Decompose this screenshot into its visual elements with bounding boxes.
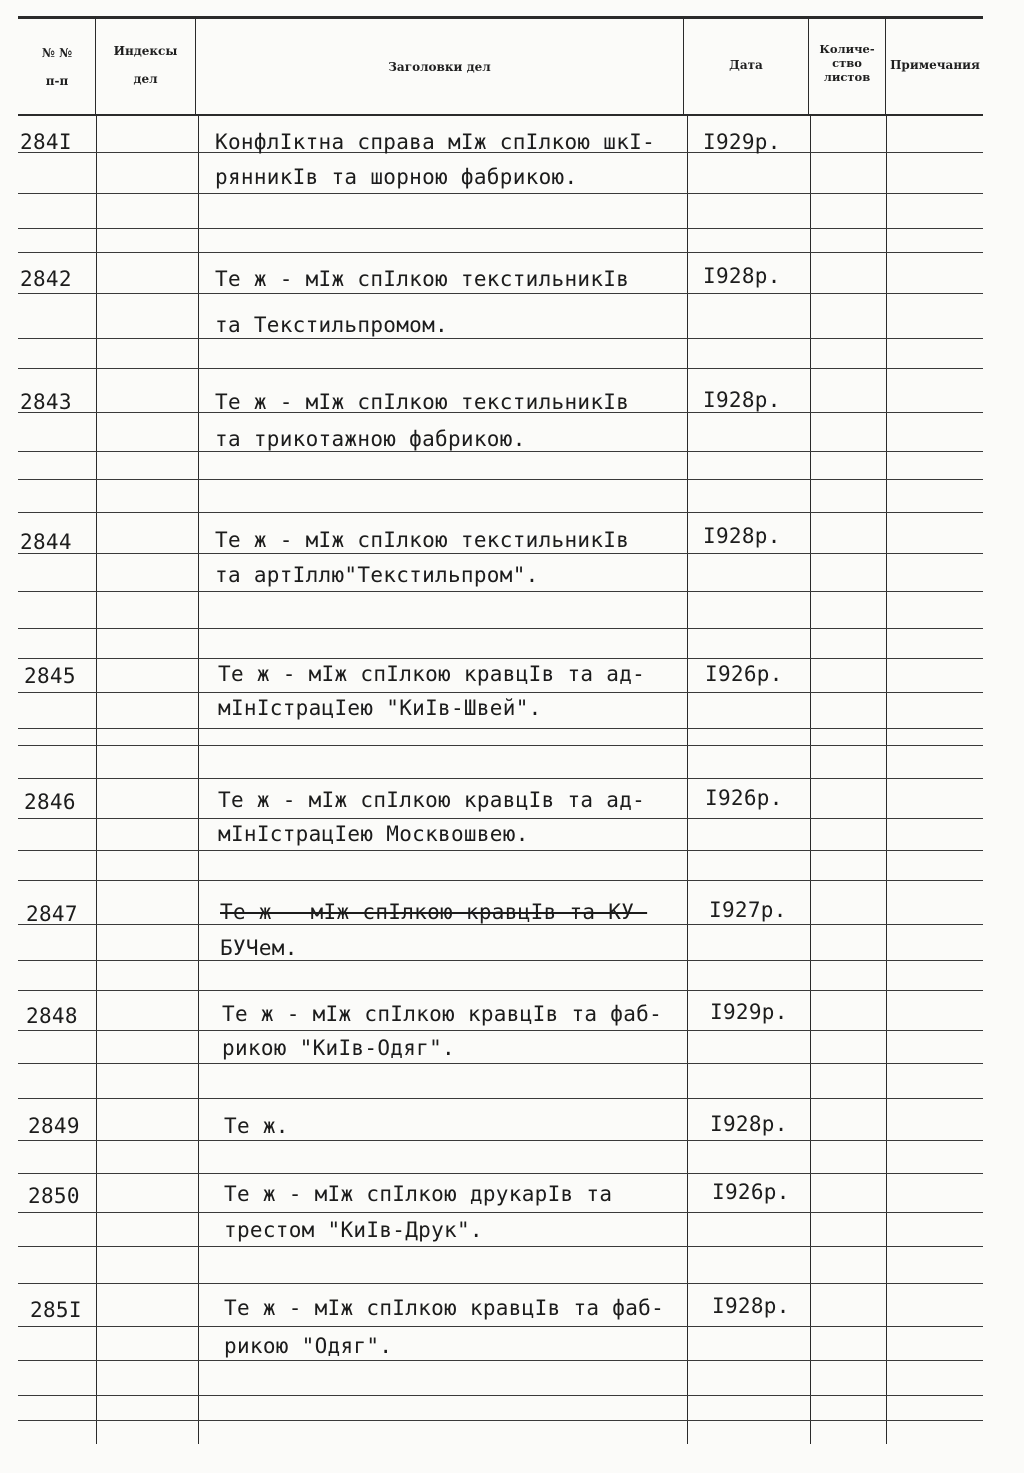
ruled-line [18, 990, 983, 991]
ruled-line [18, 1140, 983, 1141]
row-title-line2: рикою "Одяг". [224, 1334, 393, 1358]
ruled-line [18, 658, 983, 659]
ruled-line [18, 960, 983, 961]
header-index-label: Индексы [113, 44, 178, 58]
column-divider [810, 114, 811, 1444]
header-sheets-label-3: листов [823, 70, 871, 84]
header-bottom-border [18, 114, 983, 116]
row-date: I928р. [710, 1112, 788, 1136]
ruled-line [18, 728, 983, 729]
ruled-line [18, 553, 983, 554]
ruled-line [18, 850, 983, 851]
row-number: 2846 [24, 790, 76, 814]
row-date: I929р. [703, 130, 781, 154]
header-notes [886, 58, 984, 72]
ruled-line [18, 1326, 983, 1327]
row-title-line1: Те ж - мIж спIлкою кравцIв та ад- [218, 788, 646, 812]
ruled-line [18, 368, 983, 369]
column-divider [96, 114, 97, 1444]
row-date: I929р. [710, 1000, 788, 1024]
row-title-line2: рянникIв та шорною фабрикою. [215, 165, 578, 189]
row-title-line2: мIнIстрацIею "КиIв-Швей". [218, 696, 542, 720]
header-notes-label: Примечания [890, 58, 980, 72]
header-divider [808, 18, 809, 114]
row-title-line1: Те ж - мIж спIлкою друкарIв та [224, 1182, 613, 1206]
header-index-sublabel: дел [133, 72, 158, 86]
ruled-line [18, 1246, 983, 1247]
row-date: I928р. [703, 524, 781, 548]
ruled-line [18, 1395, 983, 1396]
row-number: 2850 [28, 1184, 80, 1208]
row-title-line2: та трикотажною фабрикою. [215, 427, 526, 451]
row-title-line2: БУЧем. [220, 936, 298, 960]
row-number: 2849 [28, 1114, 80, 1138]
row-title-line1: Те ж - мIж спIлкою кравцIв та ад- [218, 662, 646, 686]
ruled-line [18, 692, 983, 693]
ruled-line [18, 512, 983, 513]
header-title-label: Заголовки дел [388, 60, 491, 74]
row-title-line1: КонфлIктна справа мIж спIлкою шкI- [215, 130, 656, 154]
row-number: 2843 [20, 390, 72, 414]
column-divider [198, 114, 199, 1444]
ruled-line [18, 924, 983, 925]
header-num [22, 46, 92, 88]
ruled-line [18, 1212, 983, 1213]
ruled-line [18, 1098, 983, 1099]
header-title [198, 60, 681, 74]
ruled-line [18, 1063, 983, 1064]
ruled-line [18, 193, 983, 194]
header-sheets [810, 42, 884, 84]
row-date: I926р. [712, 1180, 790, 1204]
ruled-line [18, 479, 983, 480]
row-number: 284I [20, 130, 72, 154]
ruled-line [18, 778, 983, 779]
header-divider [95, 18, 96, 114]
row-number: 2845 [24, 664, 76, 688]
row-title-line1: Те ж. [224, 1114, 289, 1138]
header-num-sublabel: п-п [45, 74, 69, 88]
row-date: I928р. [703, 264, 781, 288]
column-divider [687, 114, 688, 1444]
header-divider [683, 18, 684, 114]
ruled-line [18, 1283, 983, 1284]
row-title-line1: Те ж - мIж спIлкою текстильникIв [215, 390, 630, 414]
ruled-line [18, 1030, 983, 1031]
row-title-line2: трестом "КиIв-Друк". [224, 1218, 483, 1242]
row-title-line1: Те ж - мIж спIлкою кравцIв та фаб- [222, 1002, 663, 1026]
header-date-label: Дата [729, 58, 763, 72]
header-date [686, 58, 806, 72]
row-number: 2847 [26, 902, 78, 926]
ruled-line [18, 252, 983, 253]
row-number: 2844 [20, 530, 72, 554]
row-title-line1: Те ж - мIж спIлкою кравцIв та фаб- [224, 1296, 665, 1320]
row-title-line1: Те ж - мIж спIлкою текстильникIв [215, 267, 630, 291]
header-num-label: № № [41, 46, 73, 60]
header-index [98, 44, 193, 86]
row-title-line2: мIнIстрацIею Москвошвею. [218, 822, 529, 846]
row-date: I928р. [703, 388, 781, 412]
top-border [18, 16, 983, 19]
ruled-line [18, 1360, 983, 1361]
header-sheets-label-2: ство [832, 56, 862, 70]
row-title-line2: та артIллю"Текстильпром". [215, 563, 539, 587]
row-date: I927р. [709, 898, 787, 922]
ruled-line [18, 1173, 983, 1174]
ruled-line [18, 338, 983, 339]
ruled-line [18, 628, 983, 629]
row-number: 2848 [26, 1004, 78, 1028]
row-number: 2842 [20, 267, 72, 291]
ruled-line [18, 228, 983, 229]
row-date: I926р. [705, 662, 783, 686]
header-sheets-label-1: Количе- [819, 42, 875, 56]
header-divider [195, 18, 196, 114]
ruled-line [18, 880, 983, 881]
row-title-line1: Те ж - мIж спIлкою кравцIв та КУ- [220, 900, 648, 924]
column-divider [886, 114, 887, 1444]
row-number: 285I [30, 1298, 82, 1322]
ruled-line [18, 293, 983, 294]
row-title-line2: та Текстильпромом. [215, 313, 448, 337]
row-date: I926р. [705, 786, 783, 810]
ruled-line [18, 745, 983, 746]
ruled-line [18, 451, 983, 452]
ruled-line [18, 818, 983, 819]
row-title-line2: рикою "КиIв-Одяг". [222, 1036, 455, 1060]
ruled-line [18, 591, 983, 592]
row-title-line1: Те ж - мIж спIлкою текстильникIв [215, 528, 630, 552]
ruled-line [18, 1420, 983, 1421]
row-date: I928р. [712, 1294, 790, 1318]
